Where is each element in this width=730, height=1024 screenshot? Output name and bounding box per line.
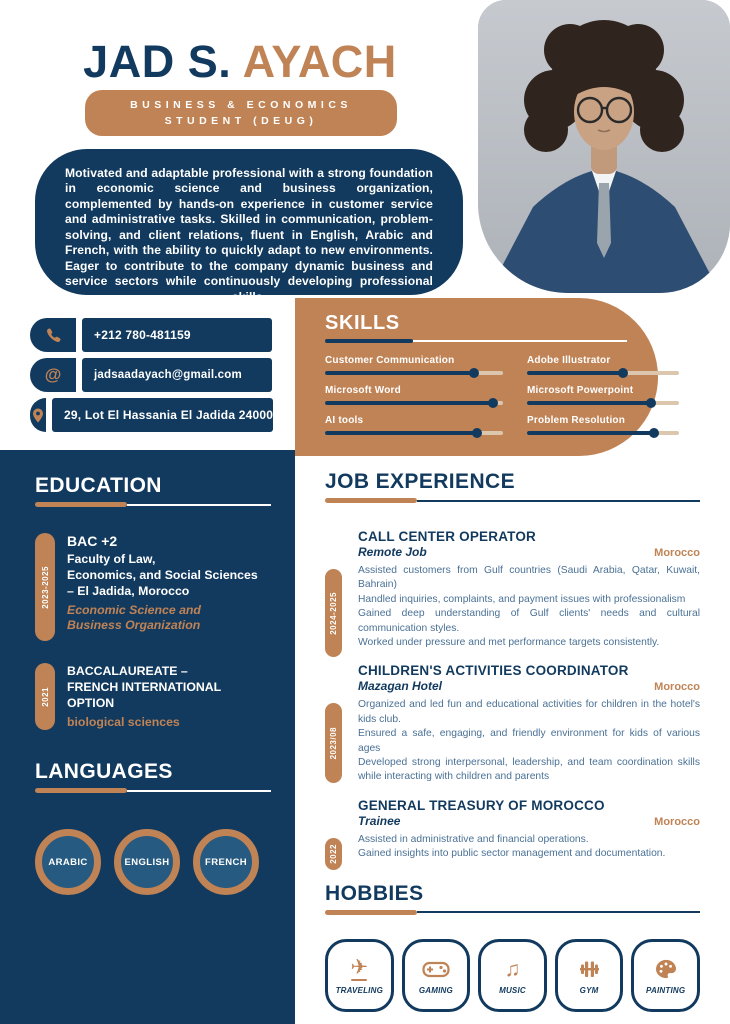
education-underline [35,502,271,507]
skill-knob [618,368,628,378]
language-circle: FRENCH [193,829,259,895]
skill-bar [325,431,503,435]
job-list [325,529,700,862]
experience-underline [325,498,700,503]
hobby-traveling: ✈ TRAVELING [325,939,394,1012]
date-pill: 2024-2025 [325,569,342,657]
skills-underline [325,339,627,343]
skill-item: AI tools [325,415,503,435]
languages-title: LANGUAGES [35,760,173,784]
education-title: EDUCATION [35,474,162,497]
hobby-gaming: GAMING [402,939,471,1012]
hobbies-underline [325,910,700,915]
email-icon [30,358,76,392]
contact-address-row [30,398,272,432]
hobby-painting: PAINTING [631,939,700,1012]
skill-bar [527,431,679,435]
sidebar [0,450,295,1024]
education-item [35,533,271,641]
hobby-gym: GYM [555,939,624,1012]
date-pill: 2021 [35,663,55,730]
job-bullets: Organized and led fun and educational activities for children in the hotel's kids club. Ensured a safe, engaging, and friendly environment for kids of various ages Developed strong interpersonal, leadership, and team coordination skills while interacting with children and parents [358,699,700,783]
skill-knob [646,398,656,408]
languages-underline [35,788,271,793]
palette-icon [655,955,677,983]
language-circle: ENGLISH [114,829,180,895]
skill-item: Adobe Illustrator [527,355,679,375]
email-value: jadsaadayach@gmail.com [82,358,272,392]
experience-title: JOB EXPERIENCE [325,470,515,493]
education-details: BACCALAUREATE – FRENCH INTERNATIONAL OPTION biological sciences [67,664,221,729]
job-bullets: Assisted in administrative and financial operations. Gained insights into public sector management and documentation. [358,833,666,860]
badge-line-2: STUDENT (DEUG) [164,115,318,128]
gamepad-icon [422,955,450,983]
location-pin-icon [30,398,46,432]
job-entry: 2023/08 CHILDREN'S ACTIVITIES COORDINATOR Mazagan Hotel Morocco Organized and led fun and educational activities for children in the hotel's kids club. Ensured a safe, engaging, and friendly environment for kids of various ages Developed strong interpersonal, leadership, and team coordination skills while interacting with children and parents [325,663,700,784]
dumbbell-icon [576,955,603,983]
skill-bar [527,371,679,375]
education-item [35,663,271,730]
main-content [295,450,730,1012]
job-bullets: Assisted customers from Gulf countries (Saudi Arabia, Qatar, Kuwait, Bahrain) Handled inquiries, complaints, and payment issues with professionalism Gained deep understanding of Gulf clients' needs and cultural communication styles. Worked under pressure and met performance targets consistently. [358,565,700,649]
music-note-icon: ♫ [504,957,521,981]
skill-knob [649,428,659,438]
skill-knob [488,398,498,408]
profile-photo [478,0,730,293]
contact-section [30,318,272,438]
languages-list [35,829,271,895]
phone-icon [30,318,76,352]
phone-value: +212 780-481159 [82,318,272,352]
date-pill: 2022 [325,838,342,870]
badge-line-1: BUSINESS & ECONOMICS [130,99,352,111]
education-details: BAC +2 Faculty of Law, Economics, and Social Sciences – El Jadida, Morocco Economic Science and Business Organization [67,533,258,633]
job-subrow: Remote Job Morocco [358,545,700,559]
skill-knob [472,428,482,438]
hobby-music: ♫ MUSIC [478,939,547,1012]
subtitle-badge [85,90,397,136]
skill-item: Microsoft Powerpoint [527,385,679,405]
skill-item: Problem Resolution [527,415,679,435]
skill-bar [325,401,503,405]
contact-email-row [30,358,272,392]
page-title [60,36,420,88]
education-list [35,533,271,730]
skills-section [295,298,658,456]
name-accent: AYACH [242,36,397,87]
skill-item: Customer Communication [325,355,503,375]
job-subrow: Trainee Morocco [358,813,700,828]
date-pill: 2023-2025 [35,533,55,641]
hobbies-list [325,939,700,1012]
at-sign: @ [44,365,62,384]
hobbies-title: HOBBIES [325,881,424,905]
skill-knob [469,368,479,378]
job-entry: 2022 GENERAL TREASURY OF MOROCCO Trainee Morocco Assisted in administrative and financial operations. Gained insights into public sector management and documentation. [325,798,700,862]
job-entry: 2024-2025 CALL CENTER OPERATOR Remote Job Morocco Assisted customers from Gulf countries (Saudi Arabia, Qatar, Kuwait, Bahrain) Handled inquiries, complaints, and payment issues with professionalism Gained deep understanding of Gulf clients' needs and cultural communication styles. Worked under pressure and met performance targets consistently. [325,529,700,650]
plane-icon: ✈ [350,956,369,980]
job-subrow: Mazagan Hotel Morocco [358,679,700,694]
name-primary: JAD S. [83,36,232,87]
skill-bar [325,371,503,375]
profile-summary: Motivated and adaptable professional with a strong foundation in economic science and business organization, complemented by hands-on experience in customer service and administrative tasks. Skilled in communication, problem-solving, and client relations, fluent in English, Arabic and French, with the ability to quickly adapt to new environments. Eager to contribute to the company dynamic business and service sectors while continuously developing professional skills. [35,149,463,295]
address-value: 29, Lot El Hassania El Jadida 24000 [52,398,273,432]
contact-phone-row [30,318,272,352]
skills-grid [325,355,634,445]
skill-item: Microsoft Word [325,385,503,405]
skill-bar [527,401,679,405]
language-circle: ARABIC [35,829,101,895]
date-pill: 2023/08 [325,703,342,783]
portrait-illustration [478,0,730,293]
skills-title: SKILLS [325,312,400,334]
